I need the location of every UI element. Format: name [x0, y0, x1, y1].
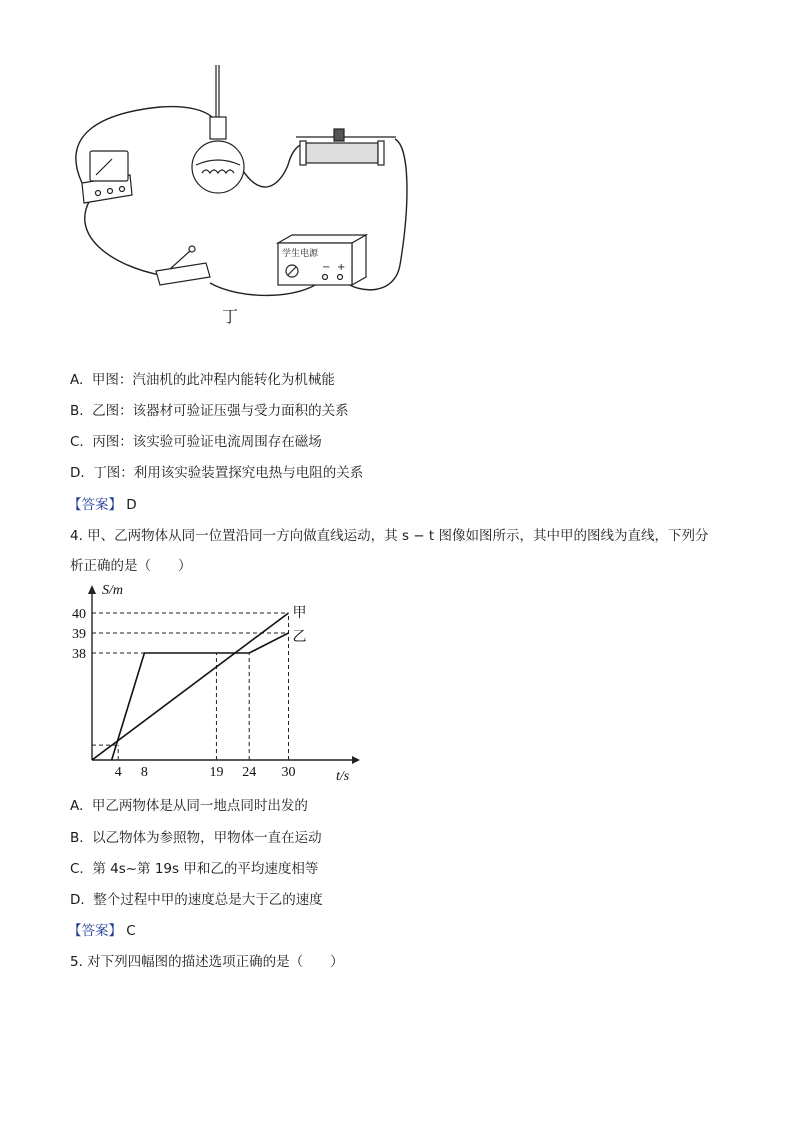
- option-letter: B.: [70, 403, 84, 419]
- power-minus-label: −: [322, 262, 331, 273]
- q4-answer: [68, 922, 136, 940]
- series-yi-label: 乙: [292, 629, 307, 645]
- series-jia-label: 甲: [292, 605, 307, 621]
- q4-option-d: [70, 891, 323, 909]
- q3-option-b: [70, 402, 349, 420]
- st-chart: [60, 580, 380, 785]
- option-letter: D.: [70, 465, 85, 481]
- option-text: 丙图：该实验可验证电流周围存在磁场: [92, 434, 322, 450]
- option-text: 整个过程中甲的速度总是大于乙的速度: [93, 892, 323, 908]
- wire-flask-to-rheostat: [236, 143, 305, 187]
- y-axis-label: S/m: [102, 583, 123, 598]
- option-letter: A.: [70, 372, 84, 388]
- circuit-figure: [60, 55, 420, 335]
- option-text: 第 4s~第 19s 甲和乙的平均速度相等: [92, 861, 319, 877]
- option-letter: C.: [70, 861, 84, 877]
- q5-stem: 5. 对下列四幅图的描述选项正确的是（ ）: [70, 954, 344, 970]
- y-axis-arrow: [88, 585, 96, 594]
- option-text: 甲乙两物体是从同一地点同时出发的: [91, 798, 308, 814]
- answer-label: 【答案】: [68, 923, 122, 939]
- q3-option-a: [70, 371, 335, 389]
- q3-option-c: [70, 433, 322, 451]
- series-jia-line: [92, 613, 289, 760]
- option-letter: B.: [70, 830, 84, 846]
- series-yi-line: [112, 633, 289, 760]
- flask-icon: [192, 65, 244, 193]
- option-text: 甲图：汽油机的此冲程内能转化为机械能: [91, 372, 335, 388]
- power-supply-icon: [278, 235, 366, 285]
- y-tick-label: 38: [72, 647, 86, 662]
- q4-option-c: [70, 860, 318, 878]
- x-axis-arrow: [352, 756, 360, 764]
- answer-value: C: [126, 923, 136, 939]
- power-plus-label: +: [337, 262, 346, 273]
- q4-option-b: [70, 829, 322, 847]
- option-letter: D.: [70, 892, 85, 908]
- option-letter: C.: [70, 434, 84, 450]
- answer-value: D: [126, 497, 137, 513]
- q3-option-d: [70, 464, 363, 482]
- power-supply-label: 学生电源: [282, 249, 319, 259]
- switch-icon: [156, 246, 210, 285]
- x-tick-label: 8: [140, 765, 148, 780]
- option-text: 丁图：利用该实验装置探究电热与电阻的关系: [93, 465, 364, 481]
- x-tick-label: 30: [281, 765, 296, 780]
- option-text: 以乙物体为参照物，甲物体一直在运动: [92, 830, 322, 846]
- x-axis-label: t/s: [336, 769, 350, 784]
- q4-stem-line2: 析正确的是（ ）: [70, 558, 192, 574]
- q4-stem-line1: 4. 甲、乙两物体从同一位置沿同一方向做直线运动，其 s − t 图像如图所示，其中甲的图线为直线，下列分: [70, 528, 709, 544]
- q3-answer: [68, 496, 137, 514]
- x-tick-label: 19: [209, 765, 224, 780]
- option-text: 乙图：该器材可验证压强与受力面积的关系: [92, 403, 349, 419]
- answer-label: 【答案】: [68, 497, 122, 513]
- figure-caption: 丁: [222, 307, 239, 326]
- option-letter: A.: [70, 798, 84, 814]
- y-tick-label: 40: [72, 607, 86, 622]
- rheostat-icon: [296, 129, 396, 165]
- ammeter-icon: [82, 151, 132, 203]
- x-tick-label: 4: [114, 765, 122, 780]
- wire-switch-to-meter: [85, 200, 160, 275]
- y-tick-label: 39: [72, 627, 86, 642]
- q4-option-a: [70, 797, 308, 815]
- x-tick-label: 24: [242, 765, 257, 780]
